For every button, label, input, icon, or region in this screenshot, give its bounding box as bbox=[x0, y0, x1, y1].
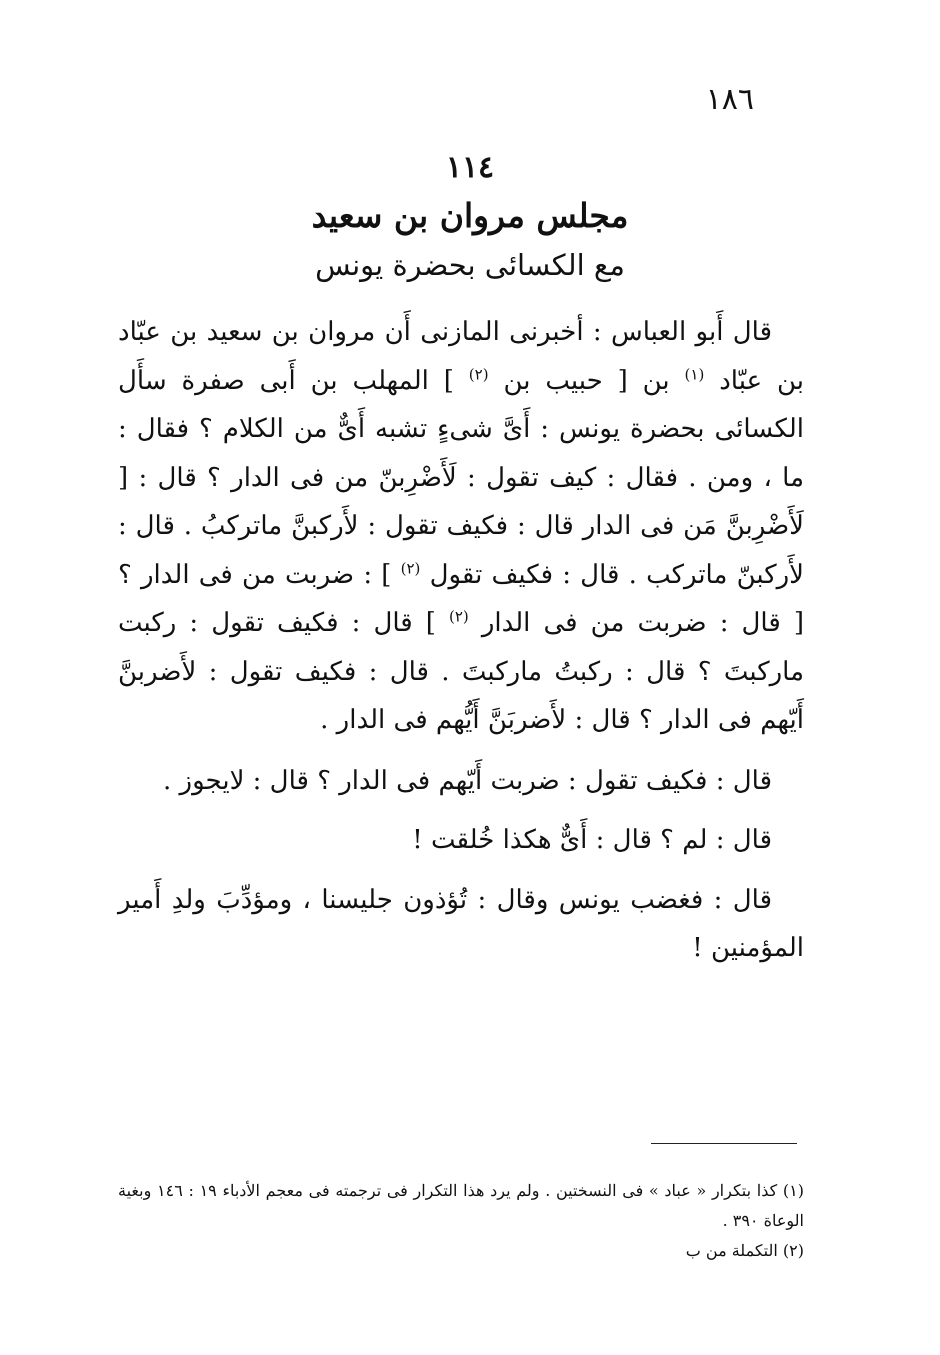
chapter-subtitle: مع الكسائى بحضرة يونس bbox=[315, 248, 625, 282]
paragraph-1-part-b: بن [ حبيب بن bbox=[488, 365, 685, 396]
chapter-title: مجلس مروان بن سعيد bbox=[311, 196, 629, 235]
paragraph-1-part-e: ] قال : فكيف تقول : ركبت ماركبتَ ؟ قال : ركبتُ ماركبتَ . قال : فكيف تقول : لأَضربنَّ أَيّهم فى الدار ؟ قال : لأَضربَنَّ أَيُّهم فى الدار . bbox=[118, 608, 804, 735]
paragraph-1-part-c: ] المهلب بن أَبى صفرة سأَل الكسائى بحضرة يونس : أَىَّ شىءٍ تشبه أَىٌّ من الكلام ؟ فقال : ما ، ومن . فقال : كيف تقول : لَأَضْرِبنّ من فى الدار ؟ قال : [ لَأَضْرِبنَّ مَن فى الدار قال : فكيف تقول : لأَركبنَّ ماتركبُ . قال : لأَركبنّ ماتركب . قال : فكيف تقول bbox=[118, 365, 804, 590]
footnote-1: (١) كذا بتكرار « عباد » فى النسختين . ولم يرد هذا التكرار فى ترجمته فى معجم الأدباء ١٩ : ١٤٦ وبغية الوعاة ٣٩٠ . bbox=[118, 1181, 805, 1230]
footnotes bbox=[118, 1176, 804, 1266]
footnote-ref-2b: (٢) bbox=[400, 558, 421, 577]
footnote-separator bbox=[651, 1143, 797, 1144]
footnote-ref-1: (١) bbox=[684, 364, 705, 383]
paragraph-1-part-d: ] : ضربت من فى الدار ؟ [ قال : ضربت من فى الدار bbox=[118, 559, 804, 638]
footnote-2: (٢) التكملة من ب bbox=[685, 1241, 804, 1260]
paragraph-2: قال : فكيف تقول : ضربت أَيّهم فى الدار ؟ قال : لايجوز . bbox=[163, 765, 772, 796]
paragraph-1-part-a: قال أَبو العباس : أخبرنى المازنى أَن مروان بن سعيد بن عبّاد بن عبّاد bbox=[118, 317, 805, 396]
paragraph-4: قال : فغضب يونس وقال : تُؤذون جليسنا ، ومؤدِّبَ ولدِ أَمير المؤمنين ! bbox=[118, 884, 804, 963]
footnote-ref-2c: (٢) bbox=[448, 607, 469, 626]
footnote-ref-2: (٢) bbox=[468, 364, 489, 383]
paragraph-3: قال : لم ؟ قال : أَىٌّ هكذا خُلقت ! bbox=[412, 825, 772, 855]
section-number: ١١٤ bbox=[445, 150, 495, 185]
paragraph-1 bbox=[118, 308, 804, 745]
page-number: ١٨٦ bbox=[705, 82, 754, 117]
body-text bbox=[118, 308, 804, 973]
